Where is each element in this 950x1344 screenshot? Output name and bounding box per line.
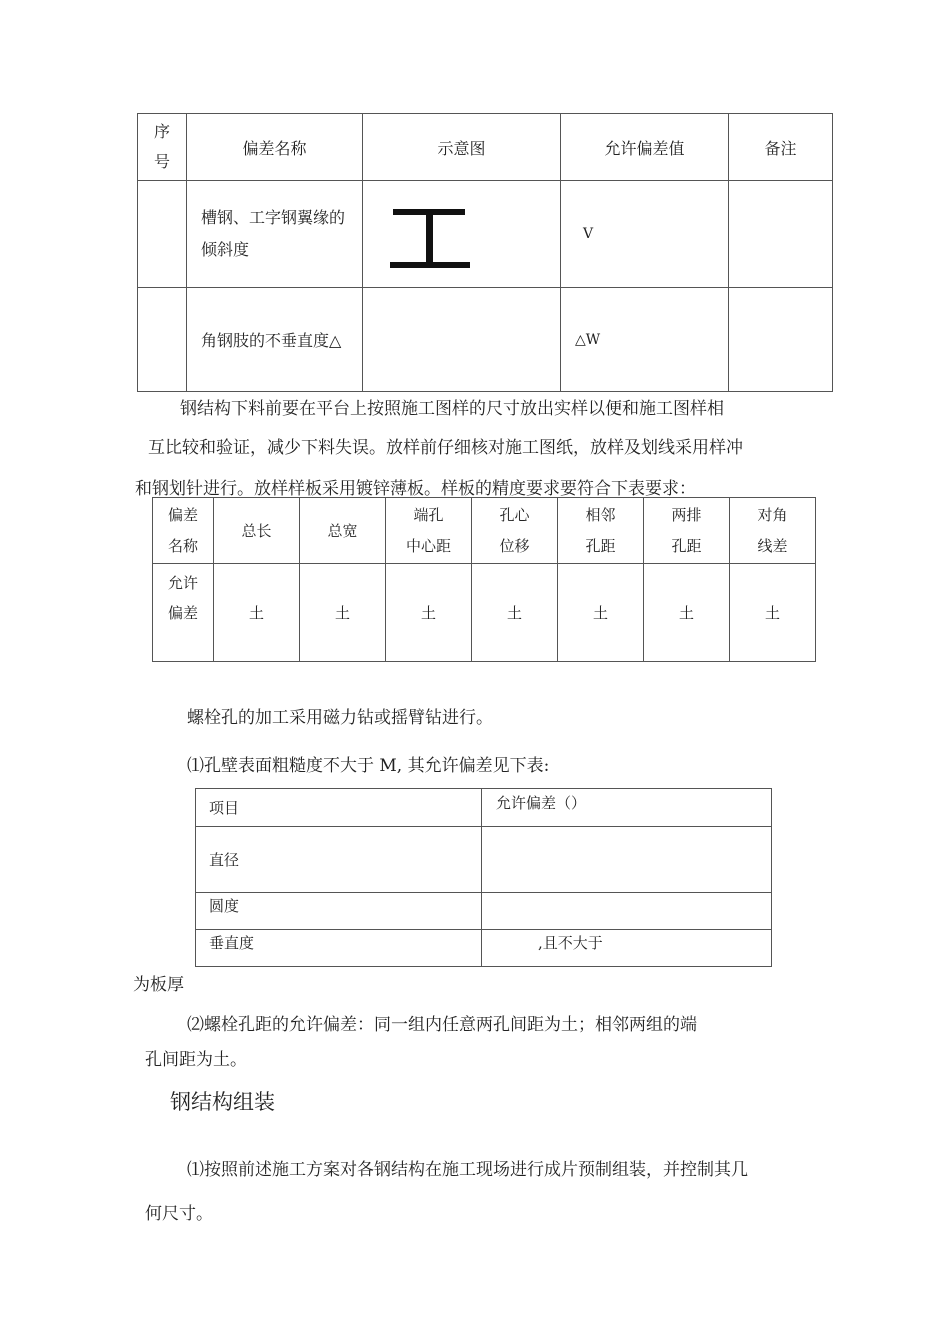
section-heading: 钢结构组装 (170, 1090, 275, 1114)
row-value: V (561, 181, 729, 288)
header-cell-value: 允许偏差值 (561, 114, 729, 181)
item-cell: 圆度 (196, 893, 482, 930)
paragraph-layout: 和钢划针进行。放样样板采用镀锌薄板。样板的精度要求要符合下表要求： (135, 479, 696, 499)
value-cell (482, 893, 772, 930)
paragraph-layout: 钢结构下料前要在平台上按照施工图样的尺寸放出实样以便和施工图样相 (180, 399, 724, 419)
row-diagram (363, 288, 561, 392)
paragraph-layout: 互比较和验证，减少下料失误。放样前仔细核对施工图纸，放样及划线采用样冲 (148, 438, 743, 458)
paragraph-hole-spacing: ⑵螺栓孔距的允许偏差：同一组内任意两孔间距为土；相邻两组的端 (187, 1015, 697, 1035)
paragraph-roughness: ⑴孔壁表面粗糙度不大于 M, 其允许偏差见下表: (187, 756, 550, 776)
item-cell: 垂直度 (196, 930, 482, 967)
value-cell: 土 (472, 564, 558, 662)
header-cell: 孔心 位移 (472, 498, 558, 564)
paragraph-assembly: ⑴按照前述施工方案对各钢结构在施工现场进行成片预制组装，并控制其几 (187, 1160, 748, 1180)
header-cell-note: 备注 (729, 114, 833, 181)
header-cell-diagram: 示意图 (363, 114, 561, 181)
header-cell: 偏差 名称 (153, 498, 214, 564)
value-cell: 土 (644, 564, 730, 662)
paragraph-bolt-holes: 螺栓孔的加工采用磁力钻或摇臂钻进行。 (187, 708, 493, 728)
template-precision-table (152, 497, 816, 662)
i-beam-icon (363, 181, 560, 287)
value-cell: 土 (214, 564, 300, 662)
value-cell: 土 (386, 564, 472, 662)
hole-deviation-table (195, 788, 772, 967)
header-cell: 端孔 中心距 (386, 498, 472, 564)
row-name: 角钢肢的不垂直度△ (187, 288, 363, 392)
row-note (729, 181, 833, 288)
paragraph-thickness-note: 为板厚 (133, 975, 184, 995)
paragraph-assembly: 何尺寸。 (145, 1204, 213, 1224)
header-item: 项目 (196, 789, 482, 827)
header-cell: 总宽 (300, 498, 386, 564)
value-cell: 土 (300, 564, 386, 662)
deviation-table (137, 113, 833, 392)
header-cell: 对角 线差 (730, 498, 816, 564)
header-deviation: 允许偏差（） (482, 789, 772, 827)
row-label: 允许 偏差 (153, 564, 214, 662)
value-cell: ,且不大于 (482, 930, 772, 967)
row-value: △W (561, 288, 729, 392)
item-cell: 直径 (196, 827, 482, 893)
header-cell: 相邻 孔距 (558, 498, 644, 564)
row-note (729, 288, 833, 392)
value-cell (482, 827, 772, 893)
row-num (138, 288, 187, 392)
i-beam-diagram (363, 181, 561, 288)
header-cell: 两排 孔距 (644, 498, 730, 564)
header-cell-name: 偏差名称 (187, 114, 363, 181)
value-cell: 土 (558, 564, 644, 662)
row-name: 槽钢、工字钢翼缘的 倾斜度 (187, 181, 363, 288)
value-cell: 土 (730, 564, 816, 662)
header-cell-num: 序 号 (138, 114, 187, 181)
header-cell: 总长 (214, 498, 300, 564)
paragraph-hole-spacing: 孔间距为土。 (145, 1050, 247, 1070)
row-num (138, 181, 187, 288)
